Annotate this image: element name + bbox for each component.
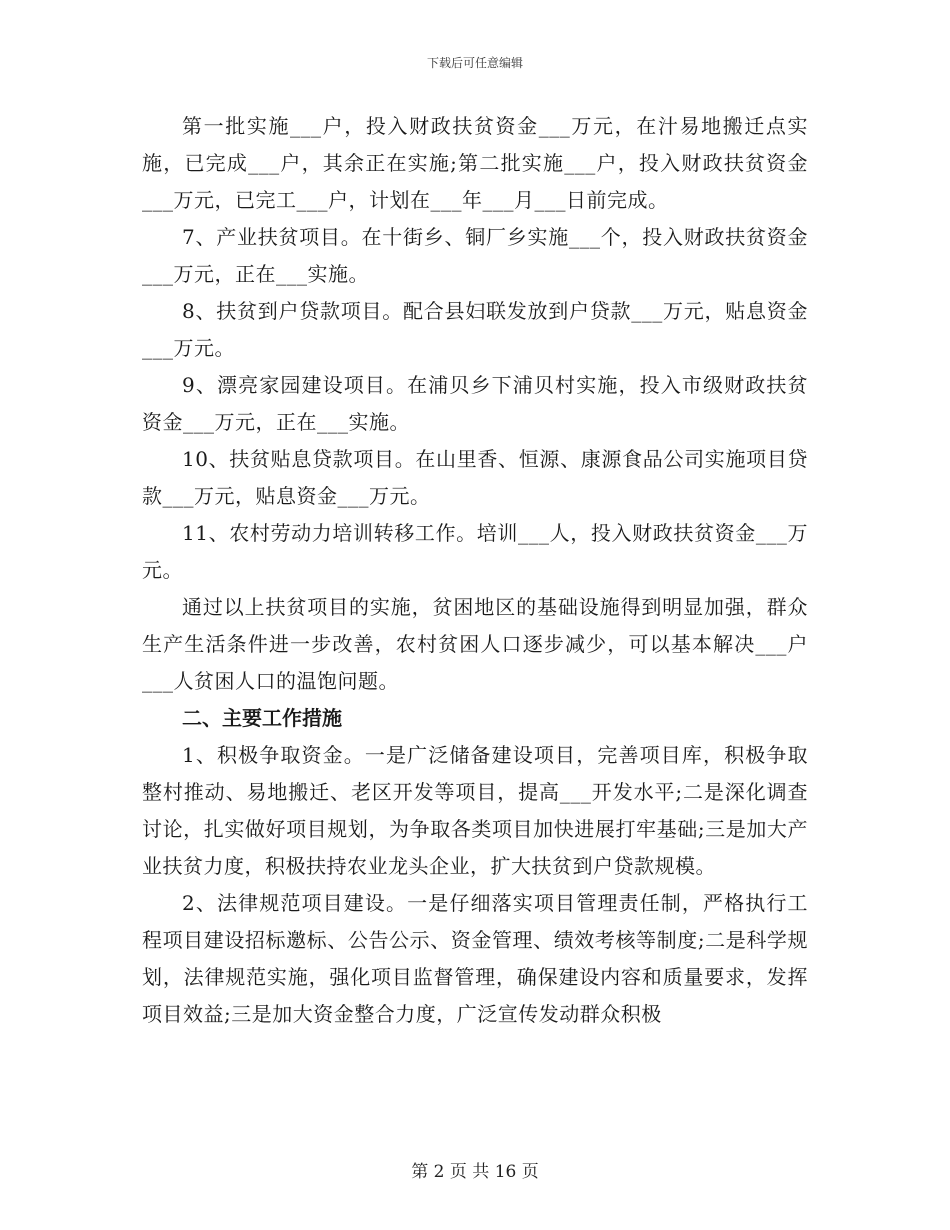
page-footer: 第 2 页 共 16 页 (411, 1162, 539, 1182)
paragraph-item-10: 10、扶贫贴息贷款项目。在山里香、恒源、康源食品公司实施项目贷款___万元，贴息资金___万元。 (142, 447, 808, 508)
document-body (142, 108, 808, 1033)
paragraph-measure-1: 1、积极争取资金。一是广泛储备建设项目，完善项目库，积极争取整村推动、易地搬迁、老区开发等项目，提高___开发水平;二是深化调查讨论，扎实做好项目规划，为争取各类项目加快进展打牢基础;三是加大产业扶贫力度，积极扶持农业龙头企业，扩大扶贫到户贷款规模。 (142, 743, 808, 878)
paragraph-item-11: 11、农村劳动力培训转移工作。培训___人，投入财政扶贫资金___万元。 (142, 521, 808, 582)
paragraph-item-8: 8、扶贫到户贷款项目。配合县妇联发放到户贷款___万元，贴息资金___万元。 (142, 299, 808, 360)
paragraph-item-7: 7、产业扶贫项目。在十街乡、铜厂乡实施___个，投入财政扶贫资金___万元，正在___实施。 (142, 225, 808, 286)
paragraph-summary: 通过以上扶贫项目的实施，贫困地区的基础设施得到明显加强，群众生产生活条件进一步改善，农村贫困人口逐步减少，可以基本解决___户___人贫困人口的温饱问题。 (142, 595, 808, 693)
paragraph-measure-2: 2、法律规范项目建设。一是仔细落实项目管理责任制，严格执行工程项目建设招标邀标、公告公示、资金管理、绩效考核等制度;二是科学规划，法律规范实施，强化项目监督管理，确保建设内容和质量要求，发挥项目效益;三是加大资金整合力度，广泛宣传发动群众积极 (142, 891, 808, 1026)
paragraph-batch-status: 第一批实施___户，投入财政扶贫资金___万元，在汁易地搬迁点实施，已完成___户，其余正在实施;第二批实施___户，投入财政扶贫资金___万元，已完工___户，计划在___年___月___日前完成。 (142, 114, 808, 212)
section-heading: 二、主要工作措施 (182, 706, 342, 730)
page-header: 下载后可任意编辑 (426, 56, 523, 70)
paragraph-item-9: 9、漂亮家园建设项目。在浦贝乡下浦贝村实施，投入市级财政扶贫资金___万元，正在___实施。 (142, 373, 808, 434)
